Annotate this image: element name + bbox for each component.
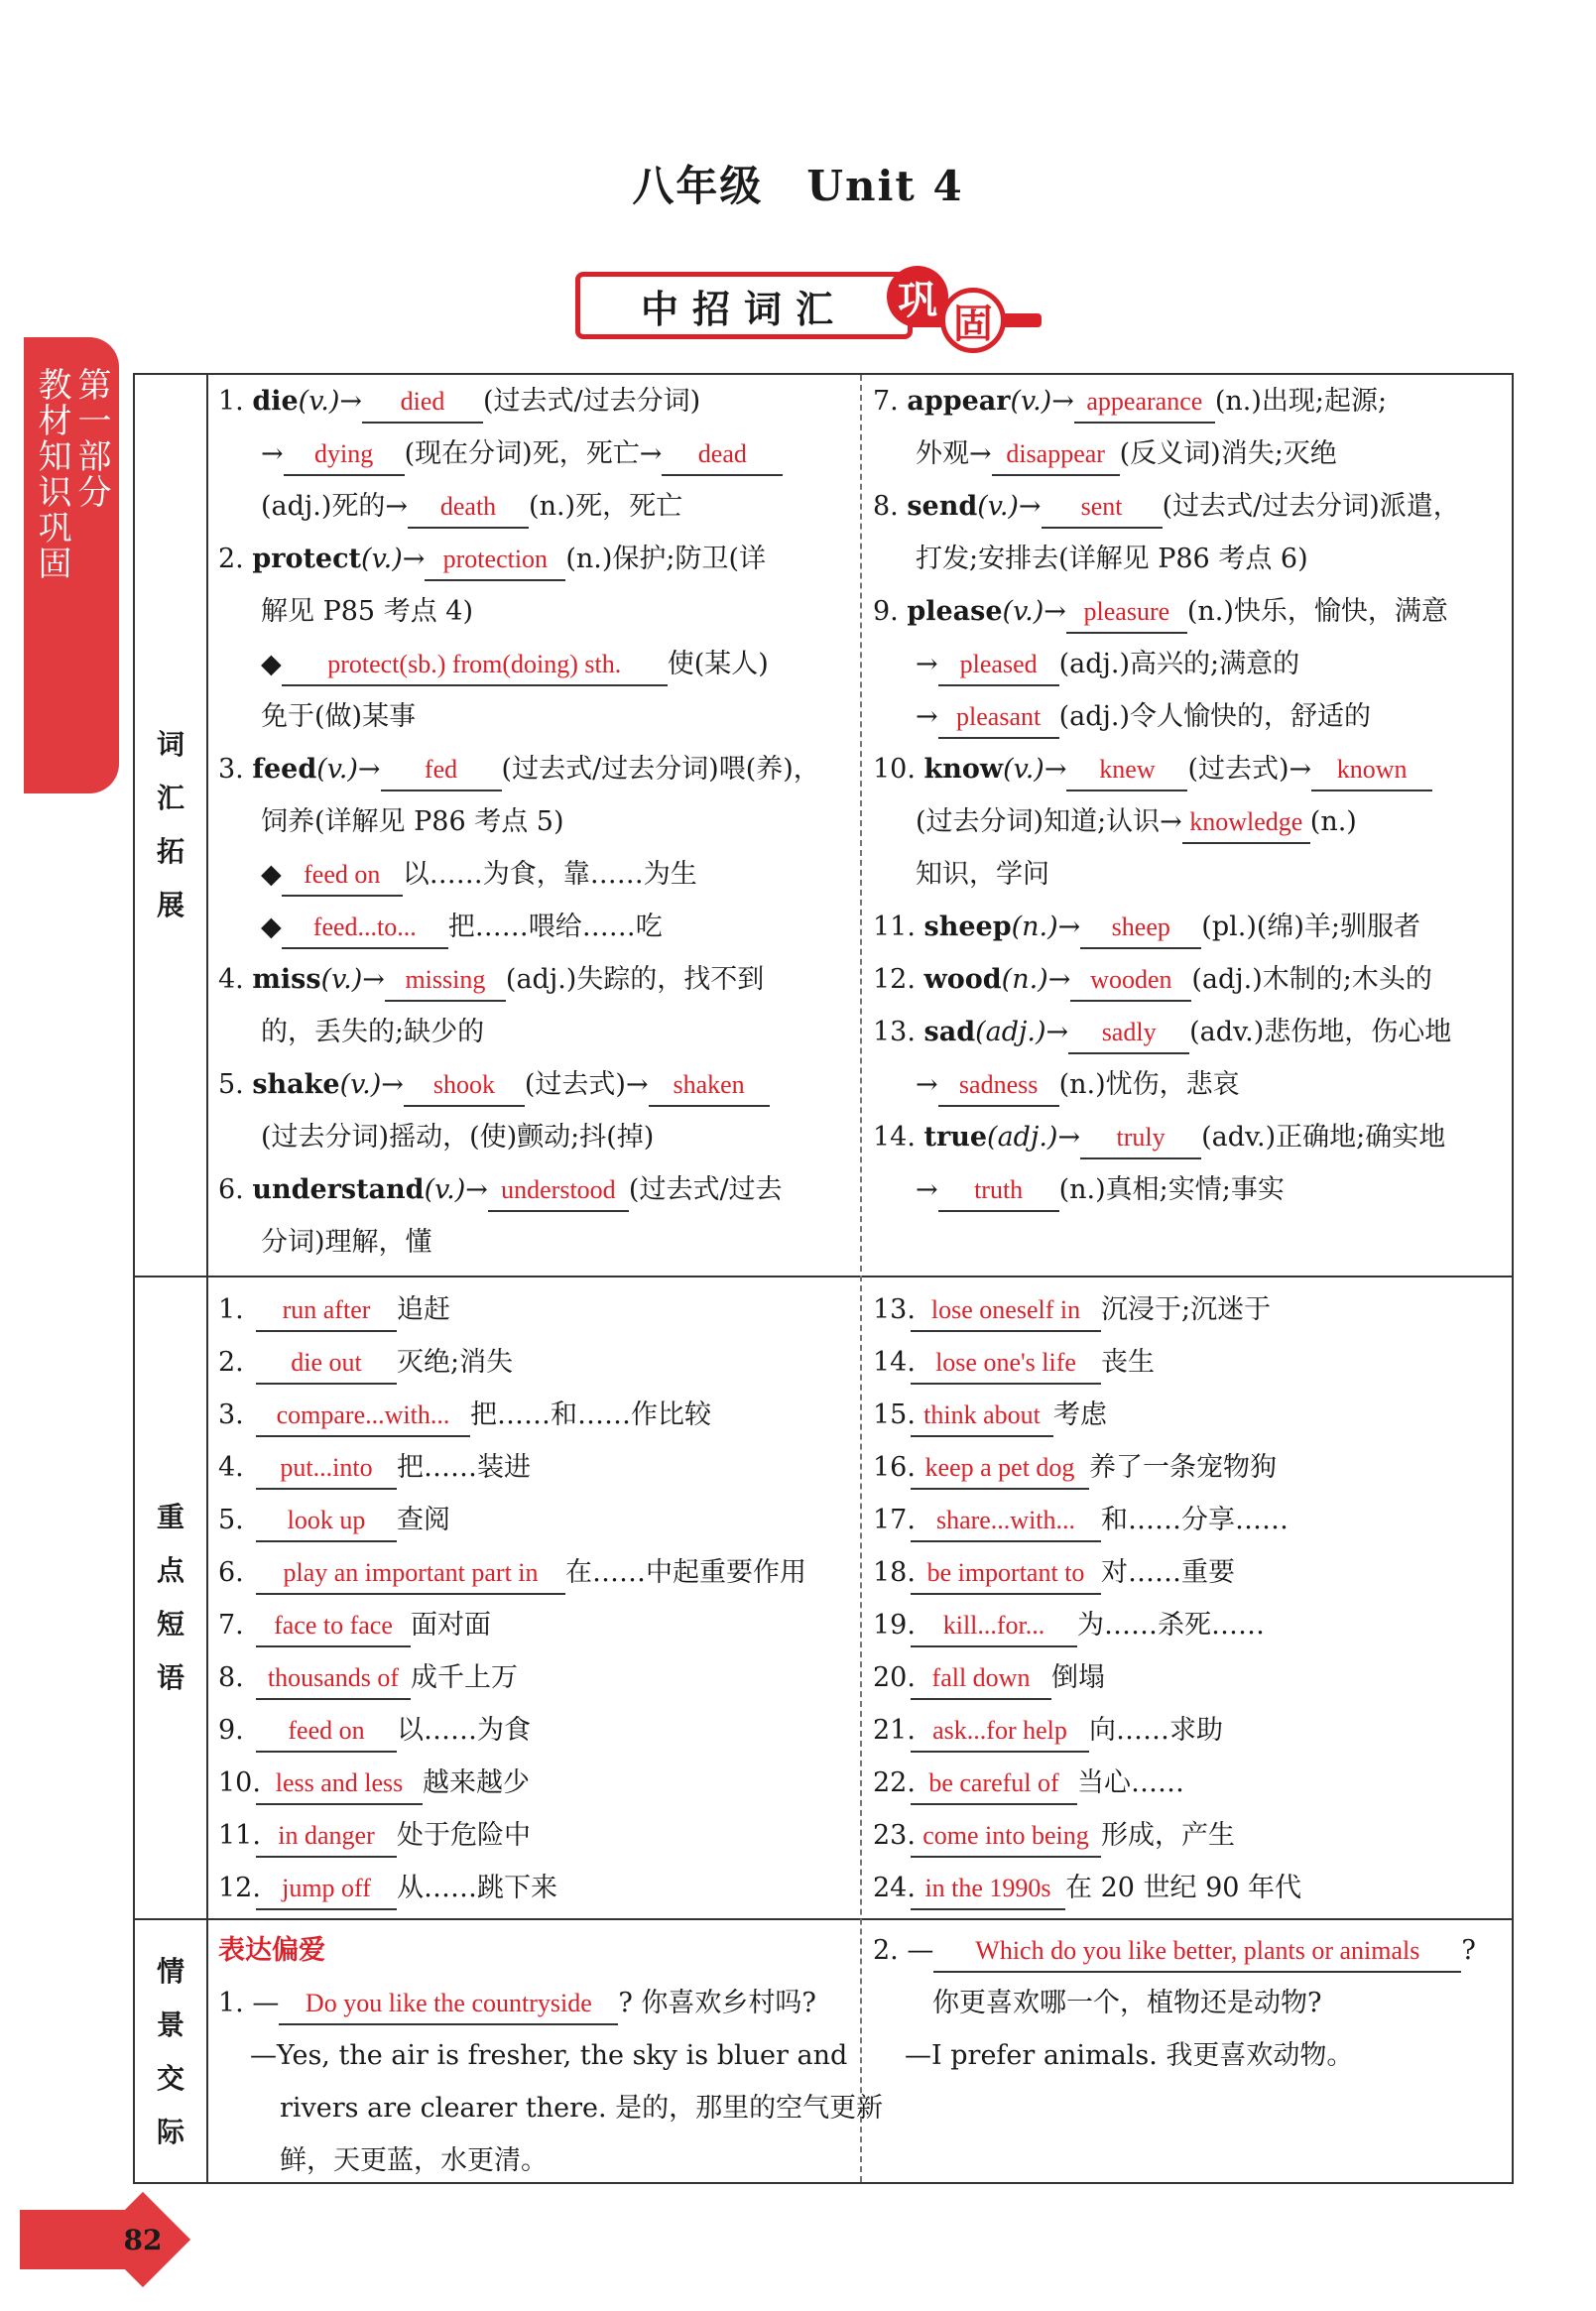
phrase-number: 9. [218,1715,244,1746]
vocab-part-of-speech: (v.)→ [1003,754,1067,785]
phrase-line [218,1862,853,1914]
vocab-line [218,480,853,533]
page-number: 82 [123,2223,163,2256]
vocab-part-of-speech: (v.)→ [298,386,362,417]
phrase-line [873,1283,1508,1336]
vocab-headword: true [923,1122,988,1153]
vocab-part-of-speech: (adj.)→ [987,1122,1081,1153]
vocab-prefix: 13. [873,1017,924,1047]
side-tab-title: 教材知识巩固 [32,367,71,581]
phrase-answer: play an important part in [256,1553,565,1595]
phrase-line [873,1757,1508,1809]
vocab-line [218,427,853,480]
phrase-answer: ask...for help [911,1711,1089,1753]
phrase-number: 21. [873,1715,916,1746]
vocab-line [218,1058,853,1111]
vocab-suffix: (过去式)→ [524,1069,649,1100]
phrase-line [218,1441,853,1494]
vocab-answer: sent [1042,487,1163,529]
vocab-suffix: (现在分词)死，死亡→ [404,438,663,469]
vocab-answer: pleasure [1066,592,1187,634]
vocab-suffix: (adj.)高兴的;满意的 [1058,649,1300,679]
phrase-line [873,1862,1508,1914]
phrase-answer: keep a pet dog [911,1448,1089,1490]
column-divider [860,375,862,2182]
vocab-suffix: (n.)忧伤，悲哀 [1058,1069,1240,1100]
vocab-suffix: 把……喂给……吃 [447,912,663,942]
vocab-suffix: (adj.)令人愉快的，舒适的 [1058,701,1372,732]
vocab-part-of-speech: (adj.)→ [975,1017,1069,1047]
phrase-number: 1. [218,1294,244,1325]
vocab-suffix: 使(某人) [667,649,769,679]
phrase-line [218,1809,853,1862]
page-number-badge [89,2206,208,2273]
phrase-meaning: 越来越少 [423,1767,530,1798]
phrase-answer: thousands of [256,1658,411,1700]
phrase-meaning: 处于危险中 [397,1820,531,1851]
phrase-answer: be important to [911,1553,1101,1595]
vocab-suffix: (过去式/过去分词)喂(养)， [501,754,820,785]
vocab-headword: die [252,386,299,417]
vocab-suffix: (adj.)木制的;木头的 [1191,964,1432,995]
vocab-line [873,480,1508,533]
phrase-number: 10. [218,1767,261,1798]
phrase-line [873,1651,1508,1704]
banner-badge-1: 巩 [887,266,948,327]
vocab-answer: truly [1080,1118,1201,1159]
dialog-header: 表达偏爱 [218,1935,325,1966]
vocab-suffix: (n.)快乐，愉快，满意 [1186,596,1448,627]
vocab-headword: please [907,596,1003,627]
vocab-part-of-speech: (v.)→ [339,1069,404,1100]
vocab-prefix: 5. [218,1069,253,1100]
side-tab-part: 第一部分 [71,367,111,510]
vocab-prefix: 4. [218,964,253,995]
vocab-prefix: 8. [873,491,908,522]
vocab-headword: sheep [923,912,1012,942]
phrase-answer: look up [256,1501,397,1542]
phrase-line [218,1757,853,1809]
vocab-answer: feed...to... [282,908,448,949]
vocab-line [873,533,1508,585]
vocab-headword: shake [252,1069,340,1100]
phrase-answer: die out [256,1343,397,1385]
vocab-headword: miss [252,964,321,995]
vocab-prefix: → [916,649,938,679]
phrase-answer: in danger [256,1816,397,1858]
vocab-line [873,375,1508,427]
vocab-answer: truth [938,1170,1059,1212]
vocab-suffix: (过去式)→ [1187,754,1312,785]
dialog-q2-response: —I prefer animals. 我更喜欢动物。 [905,2040,1354,2071]
phrase-meaning: 查阅 [397,1505,450,1535]
phrase-answer: lose one's life [911,1343,1101,1385]
phrase-answer: face to face [256,1606,411,1647]
dialog-q1-suffix: ? 你喜欢乡村吗? [618,1988,816,2018]
phrase-answer: fall down [911,1658,1051,1700]
vocab-line [218,533,853,585]
phrase-answer: compare...with... [256,1396,470,1437]
phrase-meaning: 灭绝;消失 [397,1347,514,1378]
vocab-answer: knew [1066,750,1187,791]
dialog-header-line [218,1924,853,1977]
vocab-prefix: 外观→ [916,438,992,469]
vocab-suffix: 以……为食，靠……为生 [402,859,697,890]
dialog-q1-response-1: —Yes, the air is fresher, the sky is bluer and [250,2040,848,2071]
phrase-number: 13. [873,1294,916,1325]
phrase-number: 18. [873,1557,916,1588]
phrase-line [873,1389,1508,1441]
vocab-prefix: 6. [218,1174,253,1205]
phrase-number: 14. [873,1347,916,1378]
vocab-part-of-speech: (n.)→ [1001,964,1071,995]
dialog-left-column [218,1924,884,2187]
vocab-line [218,795,853,848]
phrase-meaning: 沉浸于;沉迷于 [1101,1294,1272,1325]
phrase-number: 15. [873,1399,916,1430]
phrase-number: 19. [873,1610,916,1641]
vocab-line [873,638,1508,690]
vocab-prefix: 12. [873,964,924,995]
vocab-prefix: → [916,1174,938,1205]
dialog-q1-prefix: 1. — [218,1988,280,2018]
vocab-suffix: (过去式/过去分词)派遣， [1162,491,1460,522]
vocab-headword: understand [252,1174,425,1205]
phrase-number: 8. [218,1662,244,1693]
phrase-meaning: 向……求助 [1089,1715,1223,1746]
phrase-line [218,1283,853,1336]
vocab-line [218,690,853,743]
vocab-headword: feed [252,754,317,785]
phrase-answer: run after [256,1290,397,1332]
vocab-answer: death [408,487,529,529]
phrase-meaning: 面对面 [411,1610,491,1641]
vocab-line [218,1163,853,1216]
vocab-answer: appearance [1074,382,1215,424]
vocab-answer: dead [662,434,783,476]
vocab-line [218,1216,853,1269]
phrase-meaning: 当心…… [1077,1767,1184,1798]
phrase-answer: less and less [256,1764,423,1805]
phrase-number: 20. [873,1662,916,1693]
phrase-line [218,1704,853,1757]
vocab-prefix: 14. [873,1122,924,1153]
vocab-line [218,743,853,795]
vocab-headword: sad [923,1017,976,1047]
dialog-q2-answer: Which do you like better, plants or animals [933,1931,1461,1973]
vocab-left-column [218,375,853,1269]
phrase-meaning: 倒塌 [1051,1662,1105,1693]
vocab-prefix: (过去分词)摇动，(使)颤动;抖(掉) [261,1122,655,1153]
phrase-meaning: 对……重要 [1101,1557,1235,1588]
vocab-prefix: (adj.)死的→ [261,491,409,522]
phrase-meaning: 成千上万 [411,1662,518,1693]
phrase-line [873,1809,1508,1862]
vocab-answer: died [362,382,483,424]
vocab-prefix: 知识，学问 [916,859,1049,890]
vocab-part-of-speech: (v.)→ [1002,596,1066,627]
vocab-answer: fed [381,750,502,791]
vocab-prefix: 打发;安排去(详解见 P86 考点 6) [916,544,1308,574]
phrase-number: 24. [873,1873,916,1903]
vocab-line [218,953,853,1006]
vocab-headword: protect [252,544,362,574]
phrase-answer: share...with... [911,1501,1101,1542]
vocab-suffix: (n.) [1309,806,1357,837]
vocab-prefix: 免于(做)某事 [261,701,417,732]
vocab-suffix: (过去式/过去 [628,1174,783,1205]
section-label-phrases-text: 重 点 短 语 [156,1501,184,1694]
phrase-meaning: 和……分享…… [1101,1505,1289,1535]
vocab-prefix: → [916,1069,938,1100]
section-label-vocab [133,375,208,1276]
phrase-meaning: 把……装进 [397,1452,531,1483]
vocab-suffix: (pl.)(绵)羊;驯服者 [1201,912,1421,942]
vocab-prefix: 1. [218,386,253,417]
phrase-meaning: 在 20 世纪 90 年代 [1065,1873,1302,1903]
vocab-prefix: → [916,701,938,732]
vocab-headword: know [923,754,1004,785]
vocab-answer: sadly [1068,1013,1189,1054]
phrase-meaning: 考虑 [1053,1399,1107,1430]
phrase-meaning: 以……为食 [397,1715,531,1746]
vocab-headword: appear [907,386,1011,417]
vocab-prefix: 10. [873,754,924,785]
vocab-answer: sheep [1080,908,1201,949]
vocab-answer: pleasant [938,697,1059,739]
row-divider [133,1918,1514,1920]
phrase-line [873,1336,1508,1389]
vocab-answer: sadness [938,1065,1059,1107]
phrase-number: 11. [218,1820,261,1851]
vocab-line [873,1058,1508,1111]
phrase-number: 2. [218,1347,244,1378]
phrase-meaning: 形成，产生 [1101,1820,1235,1851]
phrase-answer: be careful of [911,1764,1077,1805]
section-label-vocab-text: 词 汇 拓 展 [156,728,184,921]
phrase-meaning: 追赶 [397,1294,450,1325]
dialog-q1-line [218,1977,853,2029]
vocab-prefix: → [261,438,284,469]
phrase-line [218,1599,853,1651]
section-banner [575,266,1051,353]
vocab-prefix: 11. [873,912,924,942]
vocab-prefix: 饲养(详解见 P86 考点 5) [261,806,564,837]
vocab-headword: send [907,491,978,522]
phrase-line [218,1651,853,1704]
phrase-number: 22. [873,1767,916,1798]
vocab-answer: knowledge [1182,802,1310,844]
phrase-meaning: 养了一条宠物狗 [1089,1452,1277,1483]
vocab-prefix: 解见 P85 考点 4) [261,596,473,627]
vocab-suffix: (adj.)失踪的，找不到 [505,964,765,995]
vocab-answer: missing [385,960,506,1002]
vocab-line [873,795,1508,848]
section-label-phrases [133,1277,208,1918]
dialog-q2-translation: 你更喜欢哪一个，植物还是动物? [932,1988,1322,2018]
vocab-prefix: ◆ [261,912,282,942]
vocab-line [873,901,1508,953]
vocab-line [873,585,1508,638]
phrases-right-column [873,1283,1508,1914]
vocab-prefix: (过去分词)知道;认识→ [916,806,1182,837]
phrase-number: 17. [873,1505,916,1535]
vocab-suffix: (反义词)消失;灭绝 [1119,438,1337,469]
vocab-answer: disappear [992,434,1120,476]
vocab-part-of-speech: (v.)→ [424,1174,488,1205]
phrase-answer: jump off [256,1869,397,1910]
phrase-meaning: 为……杀死…… [1077,1610,1265,1641]
dialog-q2-line [873,1924,1508,1977]
phrase-meaning: 从……跳下来 [397,1873,557,1903]
vocab-answer: dying [284,434,405,476]
section-label-dialog [133,1920,208,2184]
vocab-answer: known [1311,750,1432,791]
vocab-answer: shook [404,1065,525,1107]
vocab-suffix: (n.)死，死亡 [529,491,683,522]
phrase-number: 3. [218,1399,244,1430]
section-label-dialog-text: 情 景 交 际 [156,1955,184,2148]
vocab-answer: feed on [282,855,403,897]
vocab-suffix: (n.)真相;实情;事实 [1058,1174,1285,1205]
vocab-line [873,743,1508,795]
phrase-line [873,1704,1508,1757]
phrase-line [873,1546,1508,1599]
dialog-q2-suffix: ? [1461,1935,1476,1966]
phrase-line [873,1599,1508,1651]
phrase-number: 16. [873,1452,916,1483]
vocab-suffix: (n.)出现;起源; [1214,386,1388,417]
phrase-meaning: 在……中起重要作用 [565,1557,806,1588]
phrase-answer: think about [911,1396,1053,1437]
vocab-line [873,1006,1508,1058]
vocab-answer: protect(sb.) from(doing) sth. [282,645,668,686]
phrase-answer: come into being [911,1816,1101,1858]
dialog-q1-response-2: rivers are clearer there. 是的，那里的空气更新 [280,2093,884,2124]
vocab-part-of-speech: (v.)→ [1010,386,1074,417]
vocab-part-of-speech: (v.)→ [361,544,426,574]
vocab-prefix: ◆ [261,649,282,679]
dialog-right-column [873,1924,1508,2082]
vocab-prefix: ◆ [261,859,282,890]
vocab-prefix: 的，丢失的;缺少的 [261,1017,485,1047]
vocab-suffix: (过去式/过去分词) [483,386,701,417]
dialog-q1-response-3: 鲜，天更蓝，水更清。 [280,2145,548,2176]
phrase-line [218,1546,853,1599]
vocab-prefix: 分词)理解，懂 [261,1227,432,1258]
vocab-answer: protection [425,540,565,581]
vocab-line [218,638,853,690]
vocab-answer: understood [488,1170,629,1212]
phrase-meaning: 丧生 [1101,1347,1155,1378]
vocab-part-of-speech: (v.)→ [320,964,385,995]
vocab-prefix: 7. [873,386,908,417]
phrase-line [218,1494,853,1546]
vocab-line [218,375,853,427]
vocab-line [218,848,853,901]
phrase-number: 23. [873,1820,916,1851]
phrase-number: 4. [218,1452,244,1483]
phrases-left-column [218,1283,853,1914]
phrase-number: 5. [218,1505,244,1535]
vocab-line [873,690,1508,743]
page-title: 八年级 Unit 4 [632,162,964,210]
phrase-answer: in the 1990s [911,1869,1065,1910]
phrase-line [873,1494,1508,1546]
vocab-line [218,1006,853,1058]
phrase-meaning: 把……和……作比较 [470,1399,711,1430]
vocab-line [218,585,853,638]
phrase-answer: put...into [256,1448,397,1490]
vocab-answer: pleased [938,645,1059,686]
vocab-line [873,953,1508,1006]
dialog-q1-answer: Do you like the countryside [279,1984,618,2025]
row-divider [133,1276,1514,1277]
vocab-line [218,901,853,953]
vocab-line [873,1111,1508,1163]
vocab-part-of-speech: (v.)→ [316,754,381,785]
vocab-prefix: 2. [218,544,253,574]
phrase-line [218,1389,853,1441]
vocab-suffix: (adv.)悲伤地，伤心地 [1189,1017,1452,1047]
vocab-suffix: (adv.)正确地;确实地 [1201,1122,1446,1153]
phrase-answer: feed on [256,1711,397,1753]
vocab-prefix: 9. [873,596,908,627]
phrase-line [218,1336,853,1389]
dialog-q2-prefix: 2. — [873,1935,934,1966]
banner-title: 中招词汇 [575,272,913,339]
banner-badge-2: 固 [940,288,1006,353]
vocab-answer: shaken [649,1065,770,1107]
vocab-prefix: 3. [218,754,253,785]
side-tab [24,337,119,793]
vocab-line [873,1163,1508,1216]
vocab-suffix: (n.)保护;防卫(详 [565,544,767,574]
vocab-part-of-speech: (n.)→ [1011,912,1081,942]
phrase-number: 7. [218,1610,244,1641]
phrase-answer: kill...for... [911,1606,1077,1647]
vocab-answer: wooden [1070,960,1191,1002]
vocab-line [218,1111,853,1163]
vocab-line [873,427,1508,480]
vocab-headword: wood [923,964,1002,995]
phrase-answer: lose oneself in [911,1290,1101,1332]
vocab-line [873,848,1508,901]
phrase-line [873,1441,1508,1494]
phrase-number: 6. [218,1557,244,1588]
vocab-right-column [873,375,1508,1216]
phrase-number: 12. [218,1873,261,1903]
vocab-part-of-speech: (v.)→ [977,491,1042,522]
